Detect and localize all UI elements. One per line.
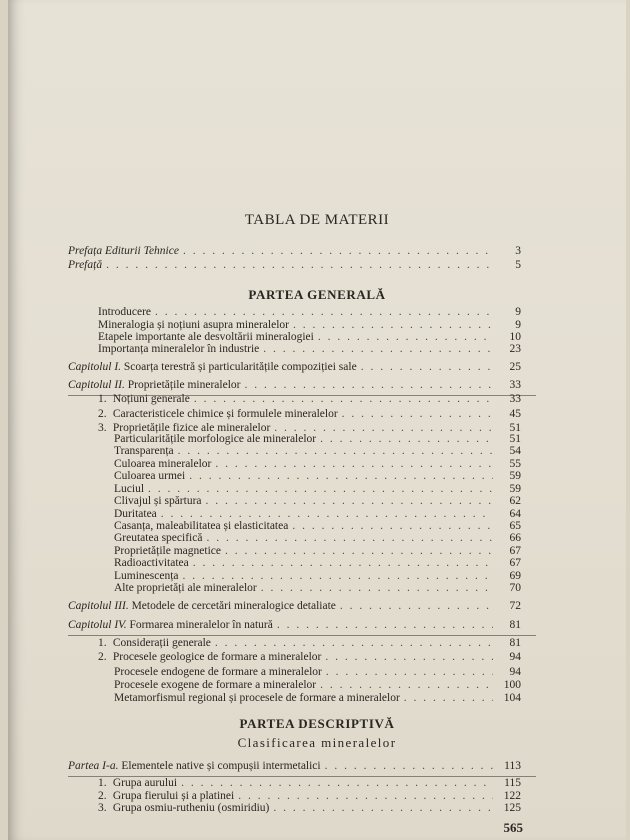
page-title: TABLA DE MATERII (244, 212, 390, 228)
toc-entry-preface: Prefață . . . 5 (68, 259, 521, 273)
toc-entry: 3. Grupa osmiu-rutheniu (osmiridiu) . . . 125 (98, 802, 521, 816)
toc-entry: 2. Procesele geologice de formare a mineralelor . . . 94 (98, 651, 521, 665)
book-page (8, 0, 626, 840)
toc-chapter-1: Capitolul I. Scoarța terestră și particularitățile compoziției sale . . . 25 (68, 361, 521, 375)
toc-entry: 2. Caracteristicele chimice și formulele mineralelor . . . 45 (98, 408, 521, 422)
toc-subentry: Casanța, maleabilitatea și elasticitatea . . . 65 (114, 520, 521, 534)
divider (68, 635, 536, 636)
toc-part-1: Partea I-a. Elementele native și compușii intermetalici . . . 113 (68, 760, 521, 774)
toc-entry: Etapele importante ale desvoltării mineralogiei . . . 10 (98, 331, 521, 345)
toc-subentry: Radioactivitatea . . . 67 (114, 557, 521, 571)
toc-chapter-3: Capitolul III. Metodele de cercetări mineralogice detaliate . . . 72 (68, 600, 521, 614)
toc-entry: 1. Grupa aurului . . . 115 (98, 777, 521, 791)
toc-entry: 1. Considerații generale . . . 81 (98, 637, 521, 651)
toc-entry: Mineralogia și noțiuni asupra mineralelor . . . 9 (98, 319, 521, 333)
toc-entry: Introducere . . . 9 (98, 306, 521, 320)
toc-subentry: Duritatea . . . 64 (114, 508, 521, 522)
toc-entry: 1. Noțiuni generale . . . 33 (98, 393, 521, 407)
toc-entry: Importanța mineralelor în industrie . . . 23 (98, 343, 521, 357)
toc-subentry: Luciul . . . 59 (114, 483, 521, 497)
toc-subentry: Culoarea urmei . . . 59 (114, 470, 521, 484)
toc-subentry: Proprietățile magnetice . . . 67 (114, 545, 521, 559)
toc-subentry: Luminescența . . . 69 (114, 570, 521, 584)
toc-subentry: Alte proprietăți ale mineralelor . . . 70 (114, 582, 521, 596)
toc-subentry: Particularitățile morfologice ale mineralelor . . . 51 (114, 433, 521, 447)
page-number: 565 (503, 820, 523, 835)
toc-subentry: Procesele exogene de formare a mineralelor . . . 100 (114, 679, 521, 693)
toc-subentry: Transparența . . . 54 (114, 445, 521, 459)
toc-subentry: Greutatea specifică . . . 66 (114, 532, 521, 546)
toc-subentry: Procesele endogene de formare a mineralelor . . . 94 (114, 666, 521, 680)
section-heading-general: PARTEA GENERALĂ (248, 287, 386, 302)
classification-heading: Clasificarea mineralelor (237, 735, 397, 750)
toc-subentry: Clivajul și spărtura . . . 62 (114, 495, 521, 509)
toc-chapter-4: Capitolul IV. Formarea mineralelor în natură . . . 81 (68, 619, 521, 633)
section-heading-descriptive: PARTEA DESCRIPTIVĂ (239, 716, 395, 731)
toc-entry: 2. Grupa fierului și a platinei . . . 122 (98, 790, 521, 804)
toc-entry-preface-publisher: Prefața Editurii Tehnice . . . 3 (68, 245, 521, 259)
toc-chapter-2: Capitolul II. Proprietățile mineralelor . . . 33 (68, 379, 521, 393)
toc-subentry: Culoarea mineralelor . . . 55 (114, 458, 521, 472)
toc-entry: 3. Proprietățile fizice ale mineralelor . . . 51 (98, 422, 521, 436)
toc-subentry: Metamorfismul regional și procesele de formare a mineralelor . . . 104 (114, 692, 521, 706)
